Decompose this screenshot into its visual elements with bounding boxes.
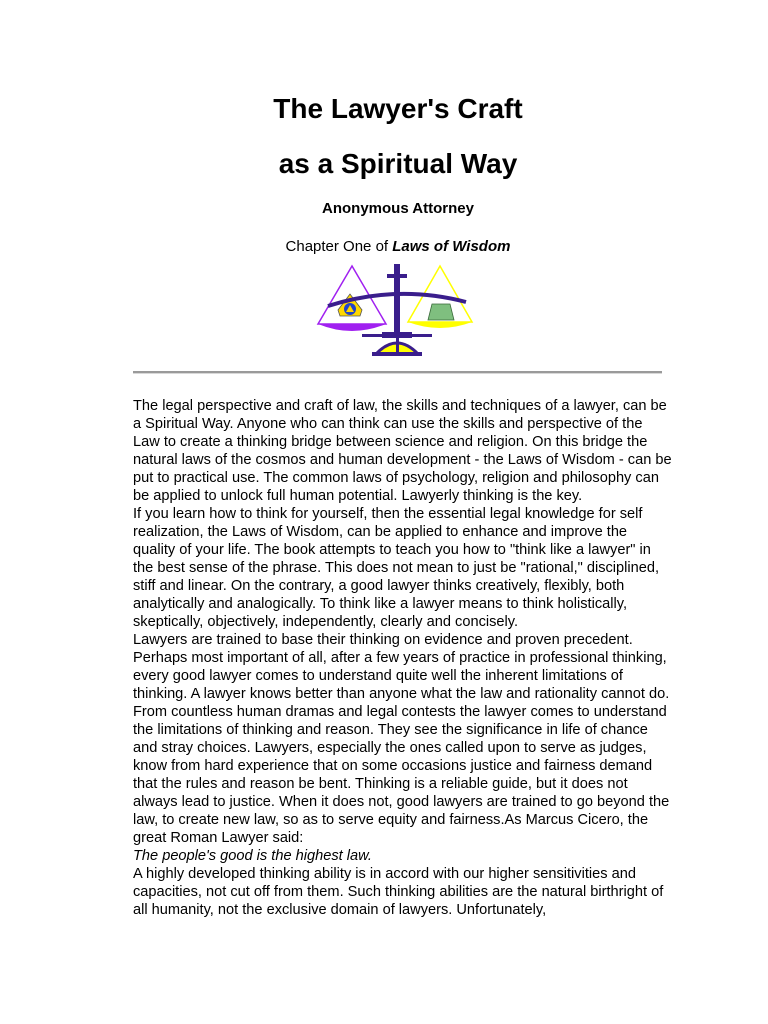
- chapter-book-title: Laws of Wisdom: [392, 238, 511, 255]
- article-body: [133, 397, 673, 919]
- document-title-line-2: as a Spiritual Way: [278, 148, 518, 179]
- scales-of-justice-icon: [314, 262, 480, 366]
- paragraph: A highly developed thinking ability is in accord with our higher sensitivities and capacities, not cut off from them. Such thinking abilities are the natural birthright of all humanity, not the exclusive domain of lawyers. Unfortunately,: [133, 866, 664, 918]
- paragraph: Lawyers are trained to base their thinking on evidence and proven precedent. Perhaps most important of all, after a few years of practice in professional thinking, every good lawyer comes to understand quite well the inherent limitations of thinking. A lawyer knows better than anyone what the law and rationality cannot do. From countless human dramas and legal contests the lawyer comes to understand the limitations of thinking and reason. They see the significance in life of chance and stray choices. Lawyers, especially the ones called upon to serve as judges, know from hard experience that on some occasions justice and fairness demand that the rules and reason be bent. Thinking is a reliable guide, but it does not always lead to justice. When it does not, good lawyers are trained to go beyond the law, to create new law, so as to serve equity and fairness.As Marcus Cicero, the great Roman Lawyer said:: [133, 632, 670, 846]
- author-name: Anonymous Attorney: [322, 200, 474, 217]
- document-title-line-1: The Lawyer's Craft: [273, 93, 523, 124]
- cicero-quote: The people's good is the highest law.: [133, 848, 372, 864]
- horizontal-divider: [133, 371, 662, 374]
- paragraph: The legal perspective and craft of law, the skills and techniques of a lawyer, can be a Spiritual Way. Anyone who can think can use the skills and perspective of the Law to create a thinking bridge between science and religion. On this bridge the natural laws of the cosmos and human development - the Laws of Wisdom - can be put to practical use. The common laws of psychology, religion and philosophy can be applied to unlock full human potential. Lawyerly thinking is the key.: [133, 398, 672, 504]
- chapter-prefix: Chapter One of: [285, 238, 393, 255]
- chapter-line: [0, 237, 768, 257]
- paragraph: If you learn how to think for yourself, then the essential legal knowledge for self realization, the Laws of Wisdom, can be applied to enhance and improve the quality of your life. The book attempts to teach you how to "think like a lawyer" in the best sense of the phrase. This does not mean to just be "rational," disciplined, stiff and linear. On the contrary, a good lawyer thinks creatively, flexibly, both analytically and analogically. To think like a lawyer means to think holistically, skeptically, objectively, independently, clearly and concisely.: [133, 506, 660, 630]
- scale-base: [372, 338, 422, 356]
